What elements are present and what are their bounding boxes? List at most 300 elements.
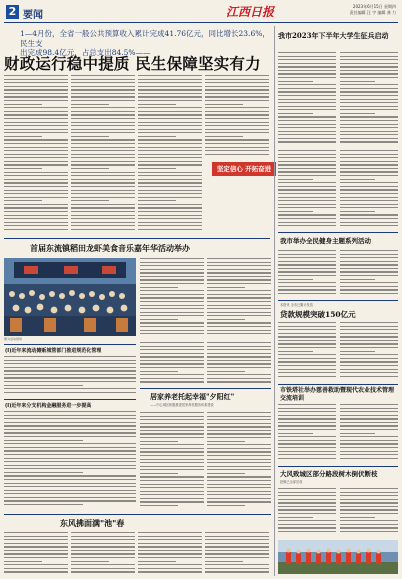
- text-line: [340, 326, 398, 327]
- text-line: [207, 437, 271, 438]
- text-line: [71, 150, 135, 151]
- subtitle-line: 出完成98.4亿元，占总支出84.5%——: [20, 48, 151, 57]
- text-line: [4, 367, 136, 368]
- story-title-mechanism: 我市举办全民健身主题系列活动: [280, 237, 371, 245]
- note-body-1: [4, 356, 136, 396]
- story-body-college-b: [340, 52, 398, 147]
- text-line: [278, 254, 336, 255]
- text-line: [4, 200, 42, 201]
- text-line: [71, 568, 135, 569]
- text-line: [4, 114, 68, 115]
- text-line: [4, 193, 68, 194]
- text-line: [4, 486, 136, 487]
- text-line: [4, 132, 68, 133]
- text-line: [340, 404, 398, 405]
- text-line: [138, 207, 202, 208]
- text-line: [140, 290, 204, 291]
- text-line: [278, 404, 336, 405]
- text-line: [205, 79, 269, 80]
- text-line: [205, 107, 269, 108]
- text-line: [340, 250, 398, 251]
- text-line: [207, 448, 271, 449]
- text-line: [138, 154, 202, 155]
- story-body-charity-a: [278, 404, 336, 462]
- text-line: [140, 305, 204, 306]
- text-line: [140, 349, 204, 350]
- text-line: [340, 56, 398, 57]
- text-line: [278, 268, 336, 269]
- story-body-east-b: [71, 532, 135, 576]
- text-line: [207, 441, 245, 442]
- text-line: [4, 129, 68, 130]
- text-line: [4, 157, 68, 158]
- text-line: [4, 546, 68, 547]
- editor-text: 责任编辑 汪 宇 编辑 龚 力: [349, 10, 396, 15]
- text-line: [278, 225, 336, 226]
- text-line: [205, 136, 243, 137]
- text-line: [278, 524, 336, 525]
- story-body-college-d: [340, 150, 398, 230]
- text-line: [140, 279, 204, 280]
- newspaper-logo: 江西日报: [226, 5, 275, 19]
- text-line: [340, 88, 398, 89]
- text-line: [278, 369, 336, 370]
- text-line: [4, 475, 136, 476]
- story-body-rice-b: [207, 258, 271, 338]
- text-line: [278, 84, 336, 85]
- text-line: [340, 411, 398, 412]
- text-line: [207, 279, 271, 280]
- text-line: [140, 444, 204, 445]
- story-separator: [140, 388, 271, 389]
- story-body-mechanism-b: [340, 250, 398, 298]
- text-line: [207, 494, 271, 495]
- story-body-east-c: [138, 532, 202, 576]
- text-line: [71, 118, 135, 119]
- text-line: [340, 499, 398, 500]
- text-line: [340, 168, 398, 169]
- text-line: [140, 455, 204, 456]
- text-line: [71, 182, 135, 183]
- text-line: [340, 271, 398, 272]
- text-line: [140, 265, 204, 266]
- text-line: [340, 254, 398, 255]
- text-line: [4, 374, 136, 375]
- text-line: [71, 75, 135, 76]
- text-line: [138, 114, 202, 115]
- text-line: [205, 86, 269, 87]
- text-line: [278, 113, 313, 114]
- text-line: [278, 411, 336, 412]
- text-line: [138, 564, 202, 565]
- text-line: [278, 361, 336, 362]
- text-line: [138, 150, 202, 151]
- text-line: [4, 461, 136, 462]
- text-line: [71, 557, 135, 558]
- text-line: [207, 272, 271, 273]
- text-line: [71, 564, 135, 565]
- text-line: [138, 543, 202, 544]
- story-body-spring-a: [140, 412, 204, 512]
- text-line: [207, 283, 271, 284]
- text-line: [207, 423, 271, 424]
- text-line: [4, 568, 68, 569]
- text-line: [278, 451, 336, 452]
- crowd-photo-image: [4, 258, 136, 336]
- story-body-spring-b: [207, 412, 271, 512]
- text-line: [4, 161, 68, 162]
- text-line: [71, 218, 135, 219]
- text-line: [138, 536, 202, 537]
- text-line: [278, 275, 336, 276]
- text-line: [140, 326, 204, 327]
- text-line: [207, 305, 271, 306]
- story-title-loan: 贷款规模突破150亿元: [280, 310, 356, 319]
- text-line: [278, 447, 336, 448]
- text-line: [138, 157, 202, 158]
- text-line: [140, 297, 204, 298]
- text-line: [138, 532, 202, 533]
- text-line: [138, 175, 202, 176]
- text-line: [4, 381, 136, 382]
- text-line: [140, 371, 178, 372]
- crowd-photo: [4, 258, 136, 336]
- text-line: [278, 175, 336, 176]
- text-line: [340, 509, 398, 510]
- text-line: [278, 186, 336, 187]
- story-body-rice-a: [140, 258, 204, 338]
- date-line: [350, 4, 396, 16]
- text-line: [278, 343, 336, 344]
- text-line: [71, 197, 135, 198]
- text-line: [340, 520, 398, 521]
- text-line: [138, 164, 202, 165]
- text-line: [140, 294, 204, 295]
- text-line: [4, 418, 136, 419]
- text-line: [140, 501, 204, 502]
- text-line: [340, 99, 398, 100]
- text-line: [278, 293, 336, 294]
- text-line: [138, 225, 202, 226]
- text-line: [278, 66, 336, 67]
- text-line: [340, 372, 398, 373]
- text-line: [71, 143, 135, 144]
- text-line: [138, 100, 202, 101]
- text-line: [340, 52, 398, 53]
- text-line: [207, 356, 271, 357]
- text-line: [140, 319, 178, 320]
- text-line: [71, 96, 135, 97]
- text-line: [278, 347, 336, 348]
- text-line: [205, 125, 269, 126]
- column-banner: 坚定信心 开拓奋进: [212, 162, 276, 176]
- text-line: [340, 440, 398, 441]
- text-line: [71, 550, 135, 551]
- subtitle-line: 1—4月份，全省一般公共预算收入累计完成41.76亿元，同比增长23.6%，民生支: [20, 29, 270, 48]
- text-line: [340, 502, 398, 503]
- text-line: [207, 349, 271, 350]
- text-line: [278, 70, 336, 71]
- text-line: [140, 448, 204, 449]
- text-line: [140, 412, 204, 413]
- text-line: [140, 498, 204, 499]
- text-line: [71, 553, 135, 554]
- text-line: [138, 118, 202, 119]
- text-line: [71, 190, 135, 191]
- story-body-east-a: [4, 532, 68, 576]
- text-line: [207, 360, 271, 361]
- text-line: [71, 222, 135, 223]
- text-line: [340, 361, 398, 362]
- text-line: [278, 509, 336, 510]
- lead-headline: 财政运行稳中提质 民生保障坚实有力: [4, 55, 261, 73]
- text-line: [71, 204, 135, 205]
- text-line: [4, 89, 68, 90]
- text-line: [340, 63, 398, 64]
- text-line: [207, 258, 271, 259]
- text-line: [340, 91, 398, 92]
- text-line: [207, 505, 245, 506]
- text-line: [278, 271, 336, 272]
- text-line: [278, 499, 336, 500]
- text-line: [340, 161, 398, 162]
- text-line: [205, 111, 269, 112]
- text-line: [340, 77, 398, 78]
- text-line: [207, 419, 271, 420]
- text-line: [207, 315, 271, 316]
- text-line: [278, 436, 336, 437]
- text-line: [340, 257, 398, 258]
- text-line: [278, 527, 336, 528]
- text-line: [278, 109, 336, 110]
- text-line: [340, 207, 398, 208]
- text-line: [340, 336, 398, 337]
- story-body-loan-a: [278, 322, 336, 382]
- text-line: [138, 89, 202, 90]
- text-line: [340, 120, 398, 121]
- text-line: [278, 197, 336, 198]
- text-line: [71, 175, 135, 176]
- text-line: [278, 77, 336, 78]
- story-separator: [4, 238, 270, 239]
- text-line: [138, 546, 202, 547]
- text-line: [207, 367, 271, 368]
- text-line: [4, 539, 68, 540]
- story-separator: [278, 232, 398, 233]
- text-line: [278, 531, 336, 532]
- date-text: 2023年6月15日 星期四: [352, 4, 396, 9]
- text-line: [278, 63, 336, 64]
- text-line: [340, 376, 398, 377]
- text-line: [207, 312, 271, 313]
- text-line: [278, 502, 336, 503]
- text-line: [138, 168, 176, 169]
- text-line: [205, 122, 269, 123]
- text-line: [138, 571, 202, 572]
- text-line: [207, 426, 271, 427]
- text-line: [4, 472, 83, 473]
- text-line: [207, 433, 271, 434]
- text-line: [340, 275, 398, 276]
- text-line: [4, 225, 68, 226]
- text-line: [4, 150, 68, 151]
- text-line: [207, 330, 271, 331]
- text-line: [340, 81, 375, 82]
- text-line: [207, 322, 271, 323]
- text-line: [138, 75, 202, 76]
- text-line: [205, 139, 269, 140]
- text-line: [4, 436, 136, 437]
- text-line: [4, 100, 68, 101]
- text-line: [340, 193, 398, 194]
- text-line: [71, 161, 135, 162]
- text-line: [140, 441, 178, 442]
- text-line: [340, 102, 398, 103]
- text-line: [340, 443, 398, 444]
- text-line: [140, 287, 178, 288]
- lead-body-col3: [138, 75, 202, 235]
- text-line: [140, 491, 204, 492]
- text-line: [4, 79, 68, 80]
- text-line: [278, 354, 336, 355]
- text-line: [340, 113, 375, 114]
- text-line: [140, 363, 204, 364]
- text-line: [340, 127, 398, 128]
- text-line: [140, 374, 204, 375]
- text-line: [340, 333, 398, 334]
- text-line: [340, 415, 398, 416]
- text-line: [138, 557, 202, 558]
- text-line: [4, 468, 136, 469]
- text-line: [4, 440, 83, 441]
- text-line: [71, 114, 135, 115]
- text-line: [140, 272, 204, 273]
- text-line: [71, 132, 135, 133]
- text-line: [278, 222, 336, 223]
- text-line: [340, 222, 398, 223]
- text-line: [340, 218, 398, 219]
- text-line: [340, 179, 375, 180]
- text-line: [4, 363, 136, 364]
- text-line: [205, 557, 269, 558]
- text-line: [278, 492, 336, 493]
- text-line: [4, 411, 136, 412]
- text-line: [4, 454, 136, 455]
- text-line: [340, 365, 398, 366]
- text-line: [340, 124, 398, 125]
- text-line: [205, 147, 269, 148]
- text-line: [4, 425, 136, 426]
- text-line: [340, 138, 398, 139]
- text-line: [207, 287, 245, 288]
- text-line: [207, 459, 271, 460]
- text-line: [340, 433, 375, 434]
- text-line: [205, 543, 269, 544]
- text-line: [4, 447, 136, 448]
- text-line: [278, 154, 336, 155]
- story-title-spring: 居家养老托起幸福"夕阳红": [150, 392, 235, 401]
- note-title-2: (I)近年来分支机构金融服务进一步提高: [5, 403, 92, 409]
- text-line: [4, 179, 68, 180]
- text-line: [4, 186, 68, 187]
- text-line: [138, 182, 202, 183]
- text-line: [340, 322, 398, 323]
- text-line: [205, 564, 269, 565]
- text-line: [4, 432, 136, 433]
- text-line: [71, 104, 109, 105]
- text-line: [278, 333, 336, 334]
- text-line: [71, 215, 135, 216]
- text-line: [4, 122, 68, 123]
- story-title-rice: 首届东流镇稻田龙虾美食音乐嘉年华活动举办: [30, 243, 190, 253]
- text-line: [140, 437, 204, 438]
- story-separator: [278, 384, 398, 385]
- text-line: [340, 131, 398, 132]
- story-kicker-traffic: 抢修已全部完成: [280, 480, 303, 484]
- text-line: [278, 440, 336, 441]
- text-line: [140, 494, 204, 495]
- text-line: [4, 377, 136, 378]
- story-kicker-loan: 本报讯 全市已累计发放: [280, 303, 313, 307]
- text-line: [340, 408, 398, 409]
- text-line: [71, 100, 135, 101]
- text-line: [278, 171, 336, 172]
- text-line: [207, 269, 271, 270]
- text-line: [207, 308, 271, 309]
- text-line: [278, 102, 336, 103]
- text-line: [71, 200, 109, 201]
- text-line: [138, 82, 202, 83]
- text-line: [138, 93, 202, 94]
- text-line: [278, 422, 336, 423]
- text-line: [340, 451, 398, 452]
- text-line: [71, 79, 135, 80]
- text-line: [207, 484, 271, 485]
- text-line: [207, 378, 271, 379]
- text-line: [140, 301, 204, 302]
- text-line: [278, 376, 336, 377]
- text-line: [340, 264, 398, 265]
- text-line: [140, 473, 178, 474]
- text-line: [207, 265, 271, 266]
- section-name: 要闻: [23, 10, 43, 21]
- text-line: [340, 106, 398, 107]
- text-line: [71, 136, 109, 137]
- text-line: [138, 96, 202, 97]
- text-line: [140, 346, 204, 347]
- text-line: [140, 480, 204, 481]
- text-line: [4, 111, 68, 112]
- text-line: [340, 425, 398, 426]
- text-line: [71, 168, 109, 169]
- text-line: [138, 111, 202, 112]
- text-line: [340, 369, 398, 370]
- text-line: [138, 147, 202, 148]
- text-line: [4, 500, 136, 501]
- text-line: [340, 282, 398, 283]
- text-line: [278, 257, 336, 258]
- text-line: [140, 423, 204, 424]
- text-line: [71, 89, 135, 90]
- text-line: [4, 118, 68, 119]
- text-line: [4, 229, 68, 230]
- text-line: [4, 197, 68, 198]
- text-line: [4, 215, 68, 216]
- text-line: [4, 561, 42, 562]
- text-line: [340, 279, 375, 280]
- text-line: [207, 451, 271, 452]
- text-line: [138, 161, 202, 162]
